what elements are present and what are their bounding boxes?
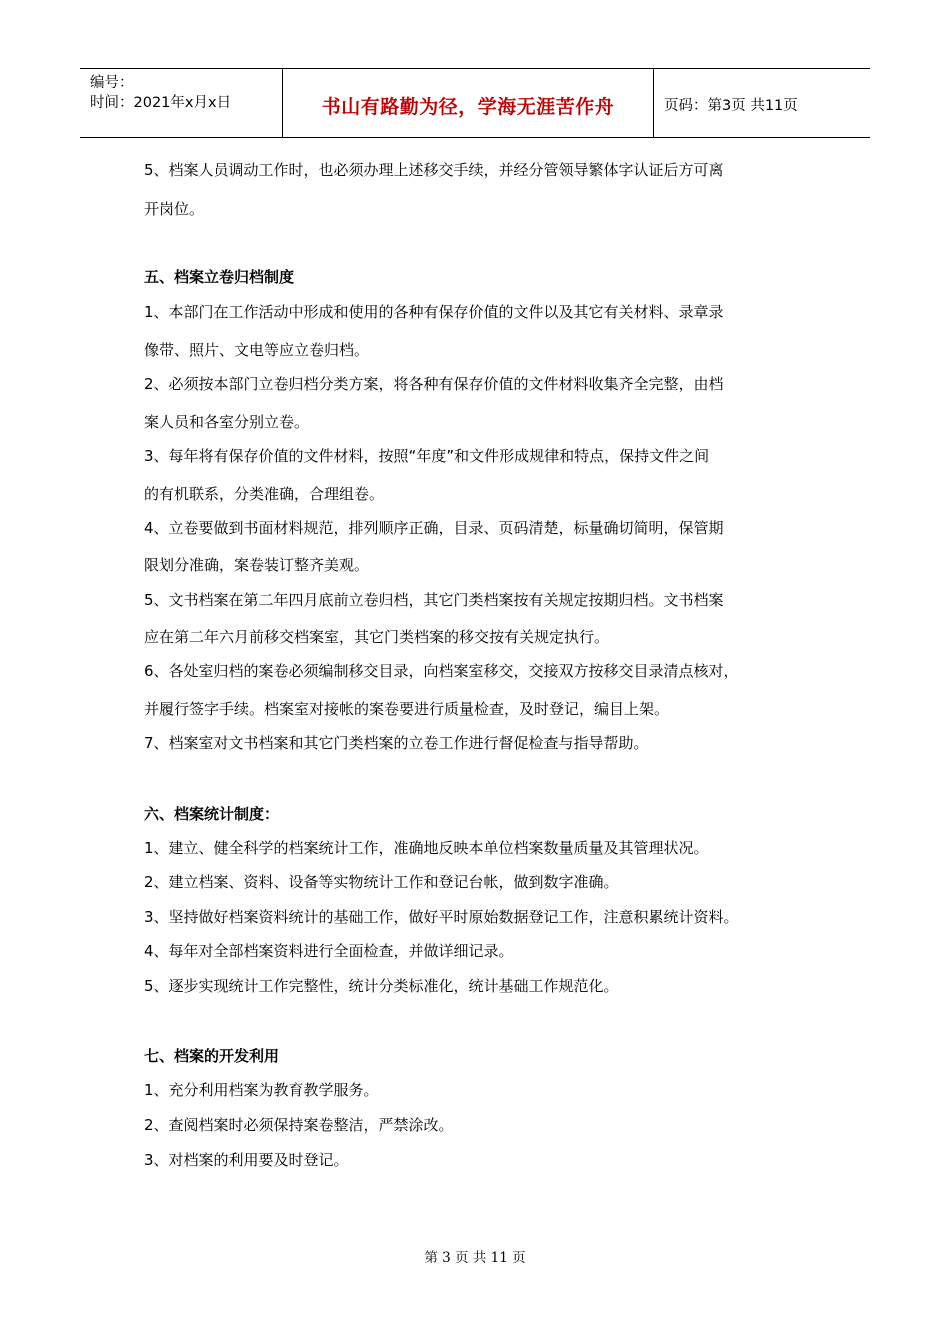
body-line: 的有机联系，分类准确，合理组卷。: [144, 485, 385, 503]
header-meta-cell: [80, 69, 282, 137]
body-line: 5、文书档案在第二年四月底前立卷归档，其它门类档案按有关规定按期归档。文书档案: [144, 591, 724, 609]
body-line: 2、必须按本部门立卷归档分类方案，将各种有保存价值的文件材料收集齐全完整，由档: [144, 375, 724, 393]
body-line: 3、每年将有保存价值的文件材料，按照“年度”和文件形成规律和特点，保持文件之间: [144, 447, 710, 465]
body-line: 7、档案室对文书档案和其它门类档案的立卷工作进行督促检查与指导帮助。: [144, 734, 649, 752]
body-line: 5、逐步实现统计工作完整性，统计分类标准化，统计基础工作规范化。: [144, 977, 619, 995]
body-line: 1、建立、健全科学的档案统计工作，准确地反映本单位档案数量质量及其管理状况。: [144, 839, 709, 857]
body-line: 3、对档案的利用要及时登记。: [144, 1151, 349, 1169]
footer-page-number: 第 3 页 共 11 页: [424, 1250, 526, 1266]
body-line: 案人员和各室分别立卷。: [144, 413, 310, 431]
body-line: 开岗位。: [144, 200, 205, 218]
body-line: 2、建立档案、资料、设备等实物统计工作和登记台帐，做到数字准确。: [144, 873, 619, 891]
header-page-label: 页码：第3页 共11页: [664, 97, 798, 114]
document-number-label: 编号：: [90, 75, 134, 91]
section-heading: 五、档案立卷归档制度: [144, 268, 295, 286]
body-line: 1、充分利用档案为教育教学服务。: [144, 1081, 379, 1099]
header-motto: 书山有路勤为径，学海无涯苦作舟: [321, 95, 615, 118]
document-header: [80, 68, 870, 138]
page-footer: [0, 1246, 950, 1266]
body-line: 像带、照片、文电等应立卷归档。: [144, 341, 370, 359]
body-line: 4、立卷要做到书面材料规范，排列顺序正确，目录、页码清楚，标量确切简明，保管期: [144, 519, 724, 537]
body-line: 4、每年对全部档案资料进行全面检查，并做详细记录。: [144, 942, 514, 960]
body-line: 5、档案人员调动工作时，也必须办理上述移交手续，并经分管领导繁体字认证后方可离: [144, 161, 724, 179]
body-line: 并履行签字手续。档案室对接帐的案卷要进行质量检查，及时登记，编目上架。: [144, 700, 670, 718]
body-line: 限划分准确，案卷装订整齐美观。: [144, 556, 370, 574]
body-line: 2、查阅档案时必须保持案卷整洁，严禁涂改。: [144, 1116, 454, 1134]
document-time-label: 时间：2021年x月x日: [90, 95, 232, 111]
body-line: 6、各处室归档的案卷必须编制移交目录，向档案室移交，交接双方按移交目录清点核对，: [144, 662, 739, 680]
section-heading: 六、档案统计制度：: [144, 805, 280, 823]
body-line: 3、坚持做好档案资料统计的基础工作，做好平时原始数据登记工作，注意积累统计资料。: [144, 908, 739, 926]
header-motto-cell: [282, 69, 654, 137]
header-page-cell: [654, 69, 870, 137]
body-line: 1、本部门在工作活动中形成和使用的各种有保存价值的文件以及其它有关材料、录章录: [144, 303, 724, 321]
section-heading: 七、档案的开发利用: [144, 1047, 280, 1065]
body-line: 应在第二年六月前移交档案室，其它门类档案的移交按有关规定执行。: [144, 628, 610, 646]
